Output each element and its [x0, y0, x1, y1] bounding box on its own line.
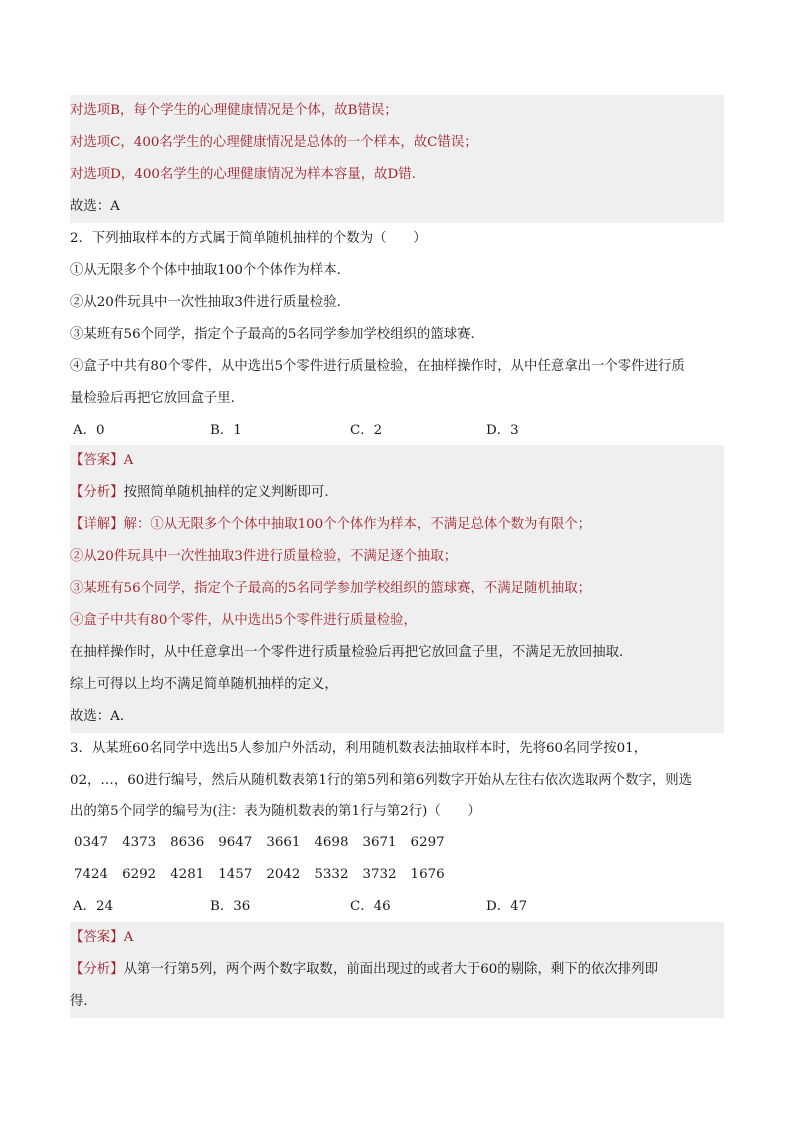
random-number: 9647 — [218, 835, 253, 850]
random-number: 4373 — [122, 835, 157, 850]
answer-tag: 【答案】 — [70, 930, 124, 945]
random-number: 1676 — [410, 867, 445, 882]
question-item: 量检验后再把它放回盒子里． — [70, 391, 245, 406]
answer-line — [70, 445, 724, 477]
solution-line: 对选项D，400名学生的心理健康情况为样本容量，故D错. — [70, 159, 724, 191]
answer-value: A — [123, 930, 134, 945]
answer-value: A — [123, 453, 134, 468]
solution-line: 对选项C，400名学生的心理健康情况是总体的一个样本，故C错误； — [70, 127, 724, 159]
answer-tag: 【答案】 — [70, 453, 124, 468]
question-stem: 2．下列抽取样本的方式属于简单随机抽样的个数为（ ） — [70, 231, 427, 246]
question-stem: 3．从某班60名同学中选出5人参加户外活动，利用随机数表法抽取样本时，先将60名同学按01， — [70, 741, 647, 756]
detail-line: 故选：A． — [70, 701, 724, 733]
detail-line — [70, 509, 724, 541]
solution-choice: 故选：A — [70, 191, 724, 223]
detail-text: 解：①从无限多个个体中抽取100个个体作为样本，不满足总体个数为有限个； — [123, 517, 592, 532]
random-number: 2042 — [266, 867, 301, 882]
analysis-tag: 【分析】 — [70, 962, 124, 977]
answer-line — [70, 922, 724, 954]
detail-line: ②从20件玩具中一次性抽取3件进行质量检验，不满足逐个抽取； — [70, 541, 724, 573]
random-number: 7424 — [74, 867, 109, 882]
option-d: D．47 — [486, 899, 528, 914]
option-b: B．36 — [210, 899, 251, 914]
analysis-text: 从第一行第5列，两个两个数字取数，前面出现过的或者大于60的剔除，剩下的依次排列即 — [123, 962, 658, 977]
question-item: ②从20件玩具中一次性抽取3件进行质量检验． — [70, 295, 350, 310]
random-number: 4698 — [314, 835, 349, 850]
option-a: A．24 — [73, 899, 114, 914]
random-number: 3732 — [362, 867, 397, 882]
option-b: B．1 — [210, 423, 242, 438]
option-c: C．2 — [350, 423, 383, 438]
question-stem: 出的第5个同学的编号为(注：表为随机数表的第1行与第2行)（ ） — [70, 804, 481, 819]
analysis-text: 按照简单随机抽样的定义判断即可. — [123, 485, 329, 500]
random-table-row-1 — [74, 827, 728, 859]
random-number: 6297 — [410, 835, 445, 850]
option-row — [70, 415, 724, 447]
detail-line: ④盒子中共有80个零件，从中选出5个零件进行质量检验， — [70, 605, 724, 637]
random-table-row-2 — [74, 859, 728, 891]
random-number: 3661 — [266, 835, 301, 850]
question-stem: 02，…，60进行编号，然后从随机数表第1行的第5列和第6列数字开始从左往右依次选取两个数字，则选 — [70, 773, 693, 788]
option-c: C．46 — [350, 899, 391, 914]
random-number: 1457 — [218, 867, 253, 882]
analysis-line — [70, 954, 724, 986]
option-row — [70, 891, 724, 923]
random-number: 8636 — [170, 835, 205, 850]
random-number: 3671 — [362, 835, 397, 850]
question-item: ①从无限多个个体中抽取100个个体作为样本． — [70, 263, 350, 278]
analysis-line: 得． — [70, 986, 724, 1018]
detail-line: 综上可得以上均不满足简单随机抽样的定义， — [70, 669, 724, 701]
detail-line: 在抽样操作时，从中任意拿出一个零件进行质量检验后再把它放回盒子里，不满足无放回抽取． — [70, 637, 724, 669]
option-d: D．3 — [486, 423, 519, 438]
random-number: 0347 — [74, 835, 109, 850]
detail-tag: 【详解】 — [70, 517, 124, 532]
option-a: A．0 — [73, 423, 105, 438]
analysis-tag: 【分析】 — [70, 485, 124, 500]
question-item: ④盒子中共有80个零件，从中选出5个零件进行质量检验，在抽样操作时，从中任意拿出一个零件进行质 — [70, 359, 685, 374]
question-item: ③某班有56个同学，指定个子最高的5名同学参加学校组织的篮球赛． — [70, 327, 484, 342]
random-number: 4281 — [170, 867, 205, 882]
solution-line: 对选项B，每个学生的心理健康情况是个体，故B错误； — [70, 95, 724, 127]
random-number: 6292 — [122, 867, 157, 882]
analysis-line — [70, 477, 724, 509]
detail-line: ③某班有56个同学，指定个子最高的5名同学参加学校组织的篮球赛，不满足随机抽取； — [70, 573, 724, 605]
random-number: 5332 — [314, 867, 349, 882]
